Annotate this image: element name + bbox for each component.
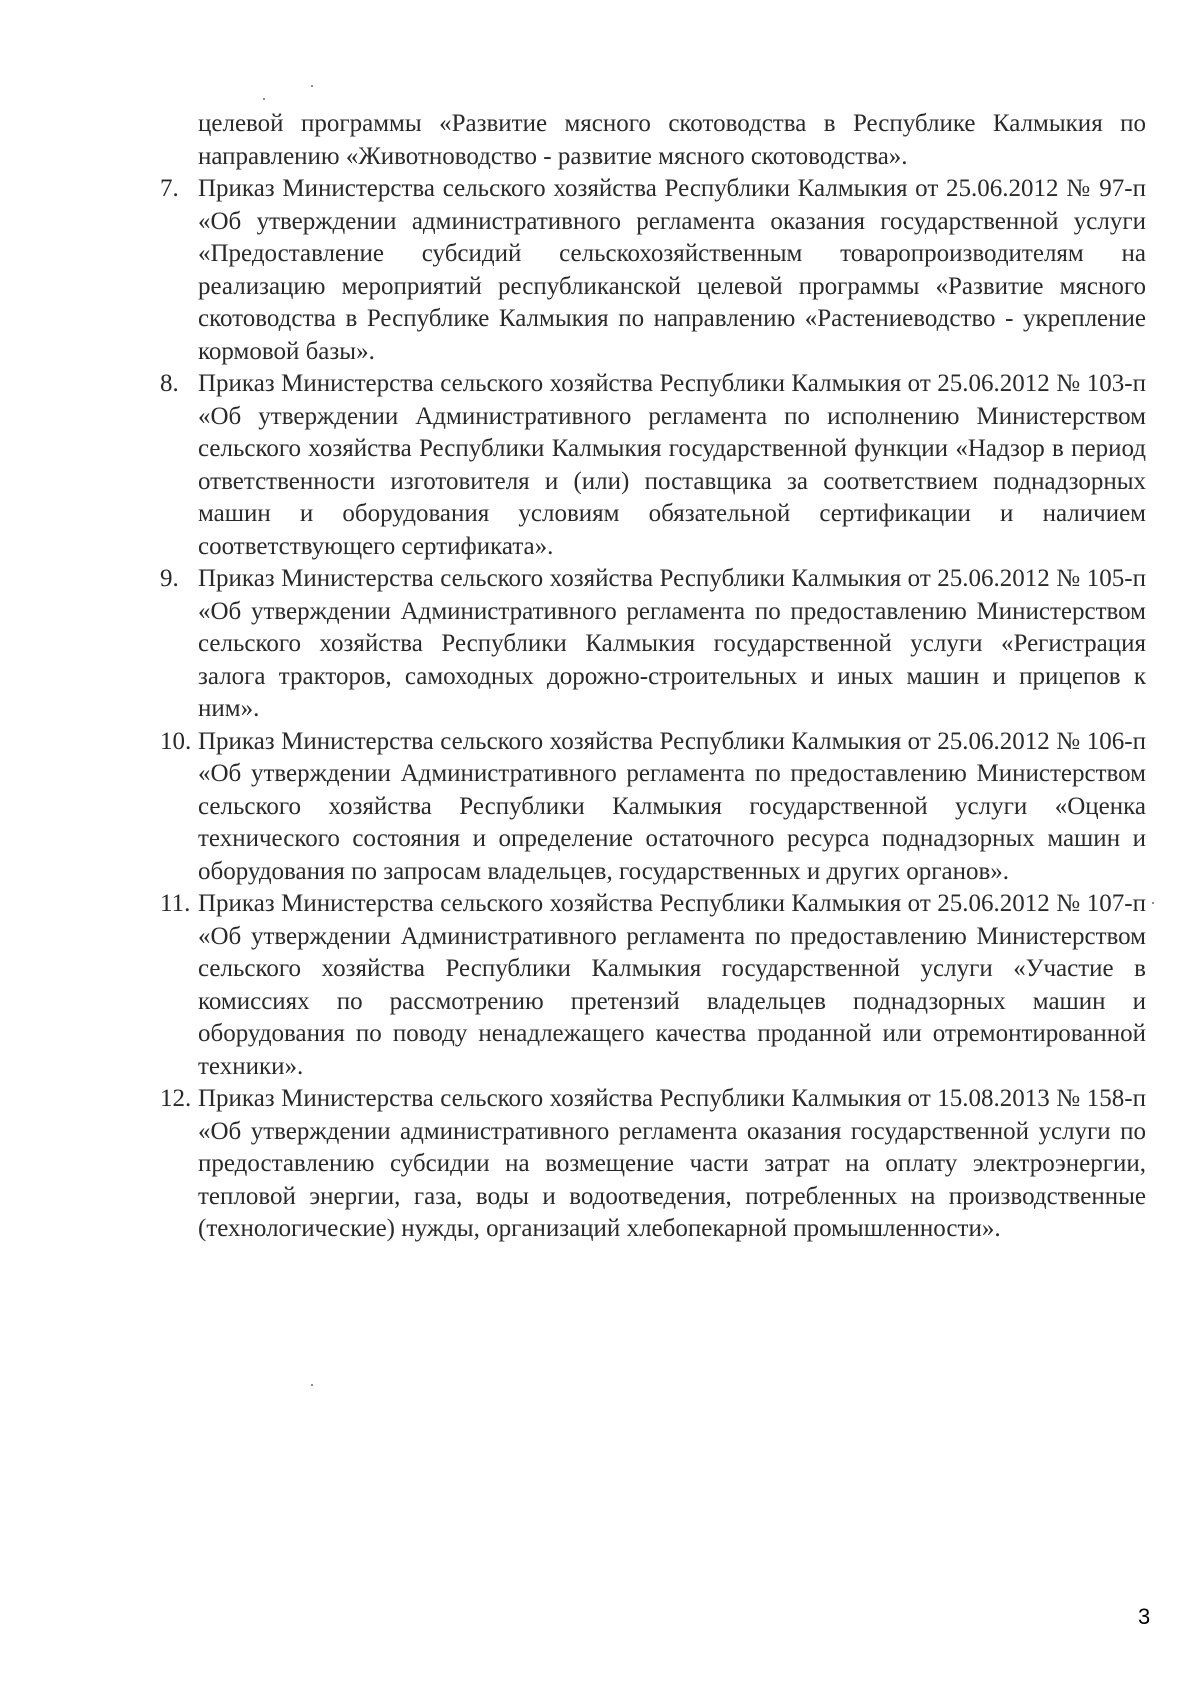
item-text: Приказ Министерства сельского хозяйства Республики Калмыкия от 15.08.2013 № 158-п «Об утверждении административного регламента оказания государственной услуги по предоставлению субсидии на возмещение части затрат на оплату электроэнергии, тепловой энергии, газа, воды и водоотведения, потребленных на производственные (технологические) нужды, организаций хлебопекарной промышленности». <box>198 1085 1146 1242</box>
item-number: 12. <box>160 1085 192 1112</box>
item-text: Приказ Министерства сельского хозяйства Республики Калмыкия от 25.06.2012 № 103-п «Об утверждении Административного регламента по исполнению Министерством сельского хозяйства Республики Калмыкия государственной функции «Надзор в период ответственности изготовителя и (или) поставщика за соответствием поднадзорных машин и оборудования условиям обязательной сертификации и наличием соответствующего сертификата». <box>198 370 1146 560</box>
item-number: 11. <box>160 890 191 917</box>
page-number: 3 <box>1138 1604 1151 1629</box>
intro-paragraph: целевой программы «Развитие мясного скотоводства в Республике Калмыкия по направлению «Животноводство - развитие мясного скотоводства». <box>198 110 1146 170</box>
item-number: 10. <box>160 727 192 755</box>
item-text: Приказ Министерства сельского хозяйства Республики Калмыкия от 25.06.2012 № 105-п «Об утверждении Административного регламента по предоставлению Министерством сельского хозяйства Республики Калмыкия государственной услуги «Регистрация залога тракторов, самоходных дорожно-строительных и иных машин и прицепов к ним». <box>198 565 1146 722</box>
scan-speck <box>311 85 313 87</box>
list-item <box>160 563 1146 726</box>
scan-speck <box>1152 902 1154 904</box>
item-number: 7. <box>160 175 179 202</box>
list-item <box>160 726 1146 889</box>
item-number: 8. <box>160 370 179 397</box>
list-item <box>160 1083 1146 1246</box>
scan-speck <box>311 1384 313 1386</box>
document-body <box>160 108 1146 1246</box>
item-text: Приказ Министерства сельского хозяйства Республики Калмыкия от 25.06.2012 № 107-п «Об утверждении Административного регламента по предоставлению Министерством сельского хозяйства Республики Калмыкия государственной услуги «Участие в комиссиях по рассмотрению претензий владельцев поднадзорных машин и оборудования по поводу ненадлежащего качества проданной или отремонтированной техники». <box>198 890 1146 1080</box>
item-number: 9. <box>160 565 179 592</box>
list-item <box>160 173 1146 368</box>
scan-speck <box>263 98 265 100</box>
item-text: Приказ Министерства сельского хозяйства Республики Калмыкия от 25.06.2012 № 106-п «Об утверждении Административного регламента по предоставлению Министерством сельского хозяйства Республики Калмыкия государственной услуги «Оценка технического состояния и определение остаточного ресурса поднадзорных машин и оборудования по запросам владельцев, государственных и других органов». <box>198 727 1146 885</box>
list-item <box>160 888 1146 1083</box>
list-item <box>160 368 1146 563</box>
item-text: Приказ Министерства сельского хозяйства Республики Калмыкия от 25.06.2012 № 97-п «Об утверждении административного регламента оказания государственной услуги «Предоставление субсидий сельскохозяйственным товаропроизводителям на реализацию мероприятий республиканской целевой программы «Развитие мясного скотоводства в Республике Калмыкия по направлению «Растениеводство - укрепление кормовой базы». <box>198 175 1146 365</box>
